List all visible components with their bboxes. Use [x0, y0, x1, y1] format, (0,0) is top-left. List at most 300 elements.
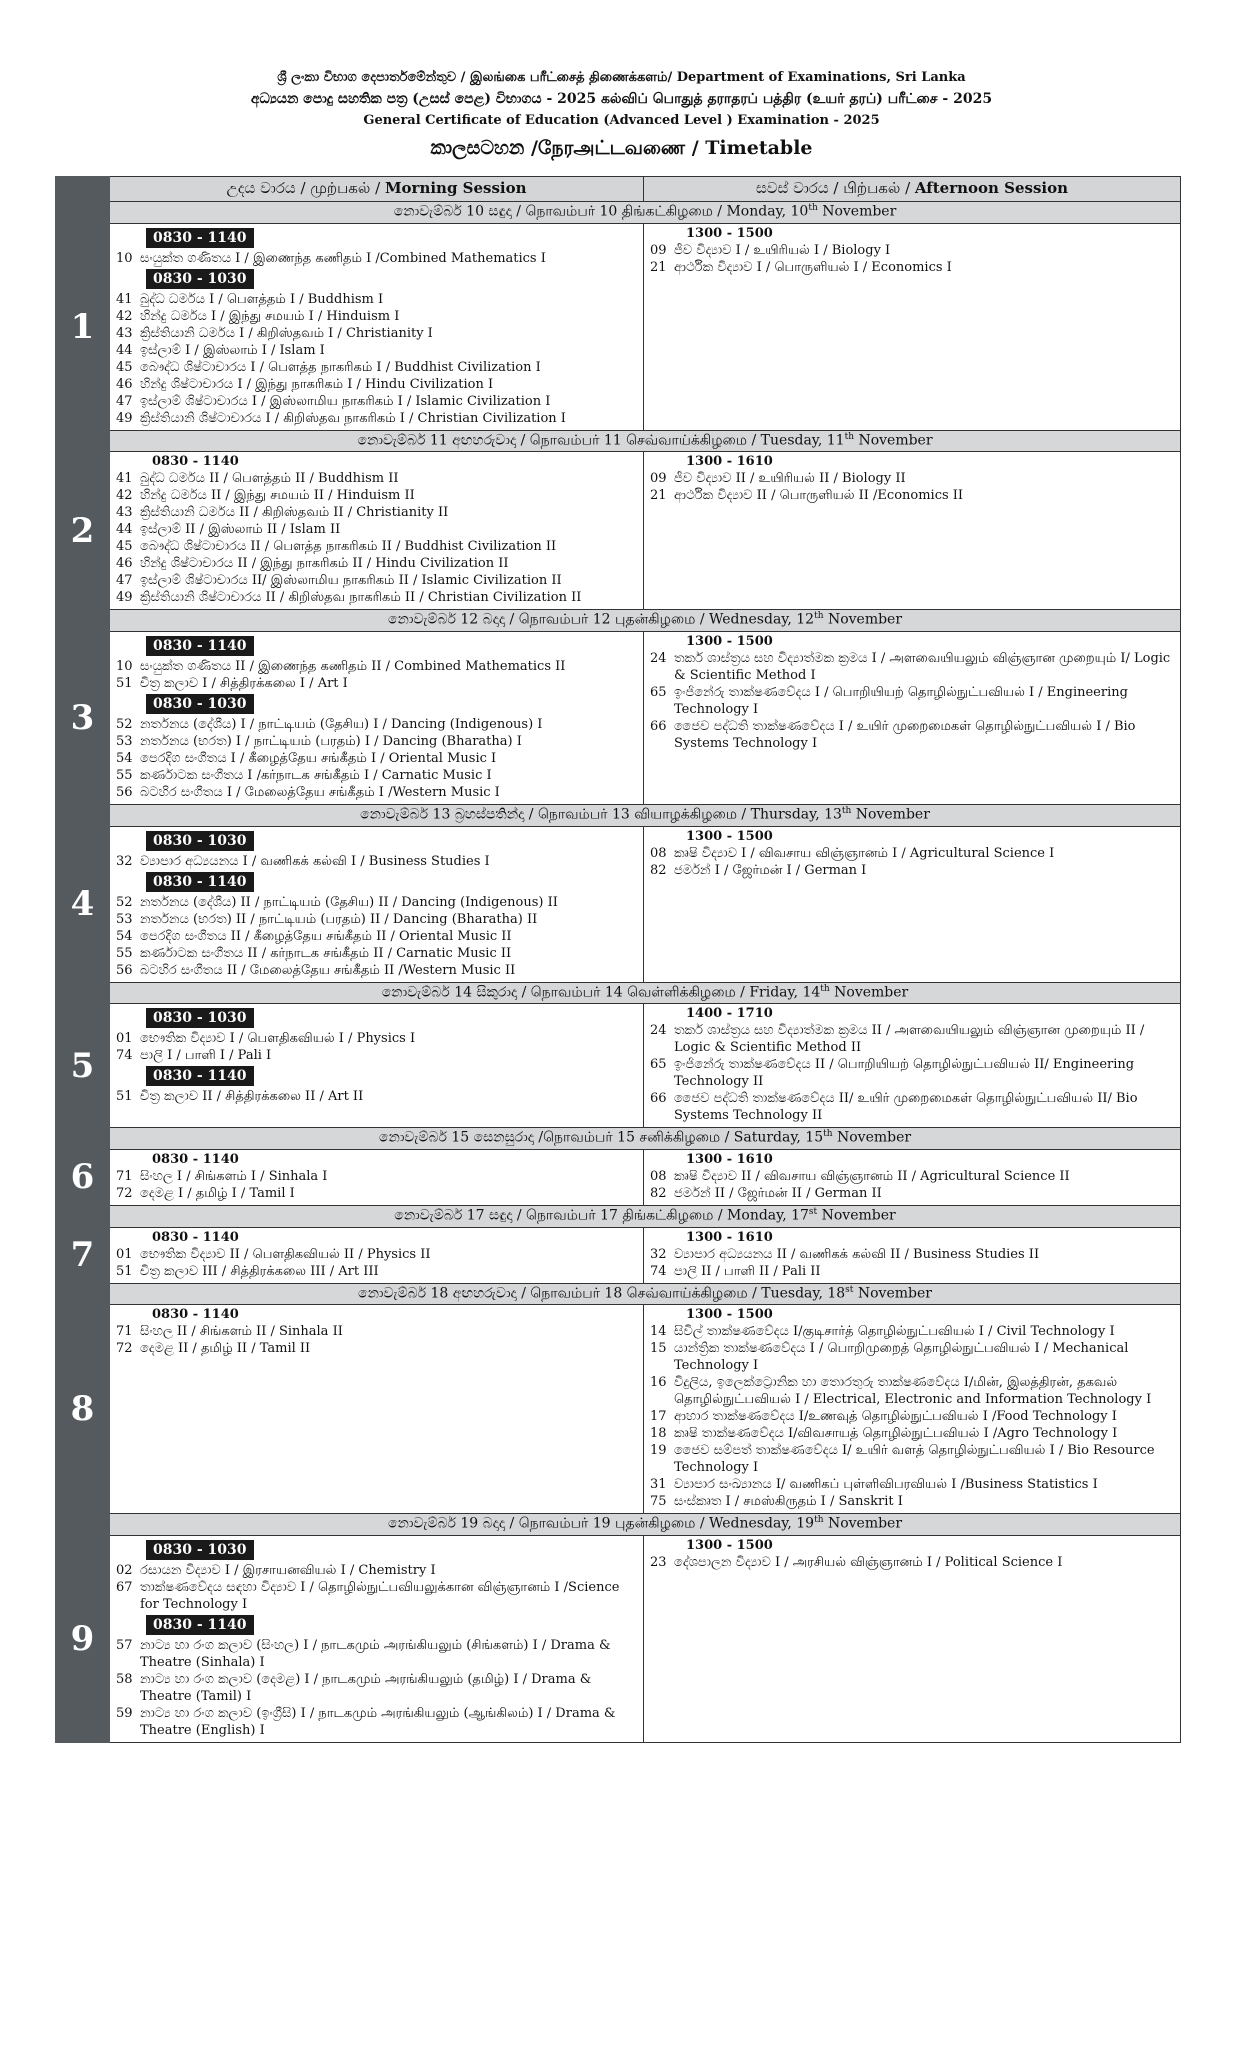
- subject-code: 59: [116, 1705, 133, 1721]
- subject-entry: [116, 750, 637, 767]
- date-text: නොවැම්බර් 12 බදාදා / நொவம்பர் 12 புதன்கிழமை / Wednesday, 12: [387, 611, 815, 628]
- subject-name: පාලි I / பாளி I / Pali I: [140, 1048, 272, 1064]
- date-label: [110, 982, 1181, 1004]
- date-month: November: [823, 611, 903, 628]
- day-number: 7: [56, 1227, 110, 1283]
- subject-entry: [116, 1579, 637, 1613]
- subject-entry: [116, 1246, 637, 1263]
- subject-name: හින්දු ධර්මය I / இந்து சமயம் I / Hinduism I: [140, 308, 400, 324]
- subject-name: සංයුක්ත ගණිතය II / இணைந்த கணிதம் II / Combined Mathematics II: [140, 658, 566, 674]
- subject-code: 42: [116, 488, 133, 504]
- subject-entry: [650, 1425, 1174, 1442]
- subject-code: 15: [650, 1341, 667, 1357]
- subject-code: 18: [650, 1426, 667, 1442]
- subject-name: ආර්ථික විද්‍යාව II / பொருளியல் II /Economics II: [674, 488, 964, 504]
- date-row: [56, 1283, 1181, 1305]
- session-time: 0830 - 1140: [152, 1307, 239, 1323]
- session-time: 1300 - 1610: [686, 454, 773, 470]
- morning-cell: [110, 631, 644, 804]
- date-month: November: [851, 806, 930, 823]
- exam-title-english: General Certificate of Education (Advanced Level ) Examination - 2025: [363, 113, 880, 128]
- subject-entry: [116, 1263, 637, 1280]
- subject-name: ක්‍රිස්තියානි ශිෂ්ටාචාරය I / கிறிஸ்தவ நாகரிகம் I / Christian Civilization I: [140, 410, 566, 426]
- day-number: 9: [56, 1535, 110, 1742]
- date-text: නොවැම්බර් 14 සිකුරාදා / நொவம்பர் 14 வெள்ளிக்கிழமை / Friday, 14: [381, 984, 821, 1001]
- date-suffix: th: [814, 1515, 824, 1526]
- subject-code: 47: [116, 393, 133, 409]
- session-time: 1300 - 1610: [686, 1151, 773, 1167]
- date-row-spacer: [56, 1205, 110, 1227]
- date-month: November: [817, 203, 897, 220]
- subject-entry: [650, 1168, 1174, 1185]
- subject-name: ජීව විද්‍යාව II / உயிரியல் II / Biology II: [674, 471, 906, 487]
- subject-code: 52: [116, 894, 133, 910]
- subject-entry: [116, 1562, 637, 1579]
- subject-entry: [650, 1493, 1174, 1510]
- subject-name: චිත්‍ර කලාව III / சித்திரக்கலை III / Art III: [140, 1263, 379, 1279]
- subject-code: 32: [650, 1246, 667, 1262]
- subject-name: නර්තනය (භරත) II / நாட்டியம் (பரதம்) II / Dancing (Bharatha) II: [140, 911, 538, 927]
- subject-name: ඉස්ලාම් I / இஸ்லாம் I / Islam I: [140, 342, 325, 358]
- subject-entry: [650, 1442, 1174, 1476]
- subject-code: 56: [116, 784, 133, 800]
- subject-entry: [116, 658, 637, 675]
- day-row: [56, 631, 1181, 804]
- subject-code: 54: [116, 928, 133, 944]
- subject-code: 74: [650, 1263, 667, 1279]
- subject-name: ජෛව පද්ධති තාක්ෂණවේදය I / உயிர் முறைமைகள் தொழில்நுட்பவியல் I / Bio Systems Technology I: [674, 718, 1136, 751]
- date-row-spacer: [56, 1514, 110, 1536]
- date-row-spacer: [56, 1283, 110, 1305]
- date-label: [110, 1128, 1181, 1150]
- date-suffix: th: [823, 1129, 833, 1140]
- subject-name: ව්‍යාපාර අධ්‍යයනය I / வணிகக் கல்வி I / Business Studies I: [140, 853, 490, 869]
- subject-code: 51: [116, 675, 133, 691]
- session-time: 1300 - 1610: [686, 1229, 773, 1245]
- session-time: 1400 - 1710: [686, 1006, 773, 1022]
- afternoon-cell: [644, 631, 1181, 804]
- session-time: 0830 - 1030: [146, 694, 254, 714]
- subject-code: 51: [116, 1089, 133, 1105]
- subject-entry: [116, 784, 637, 801]
- date-row-spacer: [56, 804, 110, 826]
- subject-code: 51: [116, 1263, 133, 1279]
- subject-entry: [116, 342, 637, 359]
- subject-name: චිත්‍ර කලාව II / சித்திரக்கலை II / Art II: [140, 1089, 364, 1105]
- date-month: November: [829, 984, 909, 1001]
- date-month: November: [854, 432, 933, 449]
- subject-name: ඉංජිනේරු තාක්ෂණවේදය I / பொறியியற் தொழில்நுட்பவியல் I / Engineering Technology I: [674, 684, 1128, 717]
- subject-code: 08: [650, 845, 667, 861]
- date-month: November: [817, 1207, 896, 1224]
- subject-entry: [650, 1323, 1174, 1340]
- subject-entry: [650, 1374, 1174, 1408]
- day-number: 8: [56, 1305, 110, 1514]
- date-suffix: th: [814, 611, 824, 622]
- subject-name: ජෛව පද්ධති තාක්ෂණවේදය II/ உயிர் முறைமைகள் தொழில்நுட்பவியல் II/ Bio Systems Technology II: [674, 1091, 1138, 1124]
- subject-code: 49: [116, 590, 133, 606]
- subject-code: 02: [116, 1562, 133, 1578]
- date-row: [56, 202, 1181, 224]
- subject-name: ඉස්ලාම් ශිෂ්ටාචාරය II/ இஸ்லாமிய நாகரிகம் II / Islamic Civilization II: [140, 573, 562, 589]
- subject-name: කෘෂි විද්‍යාව II / விவசாய விஞ்ஞானம் II / Agricultural Science II: [674, 1168, 1070, 1184]
- subject-entry: [116, 1323, 637, 1340]
- morning-cell: [110, 1535, 644, 1742]
- subject-entry: [650, 650, 1174, 684]
- subject-entry: [650, 845, 1174, 862]
- subject-name: විදුලිය, ඉලෙක්ට්‍රොනික හා තොරතුරු තාක්ෂණවේදය I/மின், இலத்திரன், தகவல் தொழில்நுட்பவியல் I / Electrical, Electronic and Information Technology I: [674, 1375, 1152, 1408]
- date-text: නොවැම්බර් 11 අඟහරුවාදා / நொவம்பர் 11 செவ்வாய்க்கிழமை / Tuesday, 11: [357, 432, 845, 449]
- subject-code: 16: [650, 1375, 667, 1391]
- subject-name: සිවිල් තාක්ෂණවේදය I/குடிசார்த் தொழில்நுட்பவியல் I / Civil Technology I: [674, 1324, 1115, 1340]
- date-label: [110, 1205, 1181, 1227]
- subject-name: පාලි II / பாளி II / Pali II: [674, 1263, 821, 1279]
- morning-cell: [110, 1004, 644, 1128]
- subject-name: දෙමළ I / தமிழ் I / Tamil I: [140, 1185, 295, 1201]
- subject-name: බෞද්ධ ශිෂ්ටාචාරය II / பௌத்த நாகரிகம் II / Buddhist Civilization II: [140, 539, 557, 555]
- session-time: 0830 - 1030: [146, 1540, 254, 1560]
- subject-code: 32: [116, 853, 133, 869]
- subject-entry: [116, 1671, 637, 1705]
- subject-entry: [116, 555, 637, 572]
- day-row: [56, 1227, 1181, 1283]
- date-label: [110, 804, 1181, 826]
- subject-name: පෙරදිග සංගීතය II / கீழைத்தேய சங்கீதம் II / Oriental Music II: [140, 928, 512, 944]
- date-row: [56, 610, 1181, 632]
- subject-code: 17: [650, 1409, 667, 1425]
- date-label: [110, 430, 1181, 452]
- subject-code: 43: [116, 325, 133, 341]
- subject-name: සිංහල I / சிங்களம் I / Sinhala I: [140, 1168, 328, 1184]
- subject-code: 49: [116, 410, 133, 426]
- subject-entry: [650, 718, 1174, 752]
- subject-name: ව්‍යාපාර අධ්‍යයනය II / வணிகக் கல்வி II / Business Studies II: [674, 1246, 1040, 1262]
- subject-name: ජීව විද්‍යාව I / உயிரியல் I / Biology I: [674, 242, 891, 258]
- date-row-spacer: [56, 982, 110, 1004]
- session-time: 1300 - 1500: [686, 1307, 773, 1323]
- subject-entry: [116, 504, 637, 521]
- subject-name: හින්දු ශිෂ්ටාචාරය I / இந்து நாகரிகம் I / Hindu Civilization I: [140, 376, 494, 392]
- subject-entry: [650, 1185, 1174, 1202]
- date-month: November: [853, 1285, 932, 1302]
- subject-code: 72: [116, 1185, 133, 1201]
- date-text: නොවැම්බර් 15 සෙනසුරාදා /நொவம்பர் 15 சனிக்கிழமை / Saturday, 15: [378, 1129, 824, 1146]
- afternoon-cell: [644, 1004, 1181, 1128]
- subject-entry: [650, 487, 1174, 504]
- subject-entry: [116, 853, 637, 870]
- exam-title-local: අධ්‍යයන පොදු සහතික පත්‍ර (උසස් පෙළ) විභාගය - 2025 கல்விப் பொதுத் தராதரப் பத்திர (உயர் தரப்) பரீட்சை - 2025: [250, 91, 993, 107]
- subject-code: 09: [650, 471, 667, 487]
- subject-name: ඉස්ලාම් II / இஸ்லாம் II / Islam II: [140, 522, 341, 538]
- subject-code: 24: [650, 650, 667, 666]
- subject-entry: [650, 1246, 1174, 1263]
- subject-name: නාට්‍ය හා රංග කලාව (ඉංග්‍රීසි) I / நாடகமும் அரங்கியலும் (ஆங்கிலம்) I / Drama & Theatre (English) I: [140, 1705, 616, 1738]
- subject-code: 10: [116, 250, 133, 266]
- subject-code: 46: [116, 556, 133, 572]
- subject-entry: [116, 716, 637, 733]
- date-row-spacer: [56, 202, 110, 224]
- subject-code: 58: [116, 1671, 133, 1687]
- afternoon-cell: [644, 826, 1181, 982]
- subject-name: ජෛව සම්පත් තාක්ෂණවේදය I/ உயிர் வளத் தொழில்நுட்பவியல் I / Bio Resource Technology I: [674, 1443, 1155, 1476]
- subject-entry: [650, 242, 1174, 259]
- subject-name: බටහිර සංගීතය I / மேலைத்தேய சங்கீதம் I /Western Music I: [140, 784, 500, 800]
- subject-code: 56: [116, 962, 133, 978]
- subject-code: 45: [116, 359, 133, 375]
- subject-entry: [116, 589, 637, 606]
- subject-entry: [116, 962, 637, 979]
- subject-name: බෞද්ධ ශිෂ්ටාචාරය I / பௌத்த நாகரிகம் I / Buddhist Civilization I: [140, 359, 541, 375]
- subject-entry: [116, 376, 637, 393]
- subject-name: තර්ක ශාස්ත්‍රය සහ විද්‍යාත්මක ක්‍රමය I / அளவையியலும் விஞ்ஞான முறையும் I/ Logic & Scientific Method I: [674, 650, 1171, 683]
- subject-code: 55: [116, 767, 133, 783]
- subject-entry: [116, 470, 637, 487]
- subject-name: කෘෂි විද්‍යාව I / விவசாய விஞ்ஞானம் I / Agricultural Science I: [674, 845, 1055, 861]
- subject-entry: [116, 308, 637, 325]
- date-label: [110, 202, 1181, 224]
- subject-name: හින්දු ධර්මය II / இந்து சமயம் II / Hinduism II: [140, 488, 415, 504]
- date-label: [110, 1514, 1181, 1536]
- subject-code: 55: [116, 945, 133, 961]
- date-suffix: th: [808, 203, 818, 213]
- morning-session-header: උදය වාරය / முற்பகல் / Morning Session: [110, 177, 644, 202]
- subject-code: 44: [116, 342, 133, 358]
- subject-entry: [650, 1022, 1174, 1056]
- subject-entry: [116, 733, 637, 750]
- date-row-spacer: [56, 1128, 110, 1150]
- subject-name: ව්‍යාපාර සංඛ්‍යානය I/ வணிகப் புள்ளிவிபரவியல் I /Business Statistics I: [674, 1477, 1098, 1493]
- subject-name: රසායන විද්‍යාව I / இரசாயனவியல் I / Chemistry I: [140, 1562, 436, 1578]
- day-number: 1: [56, 223, 110, 430]
- subject-code: 44: [116, 522, 133, 538]
- subject-code: 09: [650, 242, 667, 258]
- subject-name: ක්‍රිස්තියානි ශිෂ්ටාචාරය II / கிறிஸ்தவ நாகரிகம் II / Christian Civilization II: [140, 590, 582, 606]
- subject-code: 21: [650, 259, 667, 275]
- subject-entry: [116, 1047, 637, 1064]
- morning-cell: [110, 1149, 644, 1205]
- subject-name: නර්තනය (දේශීය) I / நாட்டியம் (தேசிய) I / Dancing (Indigenous) I: [140, 716, 543, 732]
- subject-name: බුද්ධ ධර්මය I / பௌத்தம் I / Buddhism I: [140, 291, 384, 307]
- subject-code: 82: [650, 862, 667, 878]
- subject-name: ආහාර තාක්ෂණවේදය I/உணவுத் தொழில்நுட்பவியல் I /Food Technology I: [674, 1409, 1117, 1425]
- subject-entry: [116, 410, 637, 427]
- subject-name: නාට්‍ය හා රංග කලාව (සිංහල) I / நாடகமும் அரங்கியலும் (சிங்களம்) I / Drama & Theatre (Sinhala) I: [140, 1637, 611, 1670]
- subject-code: 14: [650, 1324, 667, 1340]
- subject-entry: [116, 572, 637, 589]
- subject-name: ජර්මන් II / ஜேர்மன் II / German II: [674, 1185, 882, 1201]
- subject-name: නර්තනය (දේශීය) II / நாட்டியம் (தேசிய) II / Dancing (Indigenous) II: [140, 894, 558, 910]
- date-text: නොවැම්බර් 10 සඳුදා / நொவம்பர் 10 திங்கட்கிழமை / Monday, 10: [393, 203, 809, 220]
- day-row: [56, 1305, 1181, 1514]
- date-suffix: th: [844, 431, 854, 442]
- subject-code: 65: [650, 1057, 667, 1073]
- subject-code: 23: [650, 1554, 667, 1570]
- subject-entry: [116, 325, 637, 342]
- subject-name: ක්‍රිස්තියානි ධර්මය II / கிறிஸ்தவம் II / Christianity II: [140, 505, 449, 521]
- date-row: [56, 804, 1181, 826]
- subject-code: 46: [116, 376, 133, 392]
- department-line: ශ්‍රී ලංකා විභාග දෙපාර්තමේන්තුව / இலங்கை பரீட்சைத் திணைக்களம்/ Department of Examinations, Sri Lanka: [277, 70, 966, 85]
- subject-name: භෞතික විද්‍යාව I / பௌதிகவியல் I / Physics I: [140, 1031, 416, 1047]
- subject-code: 66: [650, 718, 667, 734]
- subject-entry: [650, 1090, 1174, 1124]
- subject-code: 72: [116, 1341, 133, 1357]
- subject-name: දේශපාලන විද්‍යාව I / அரசியல் விஞ்ஞானம் I / Political Science I: [674, 1554, 1063, 1570]
- subject-name: ආර්ථික විද්‍යාව I / பொருளியல் I / Economics I: [674, 259, 952, 275]
- subject-code: 01: [116, 1246, 133, 1262]
- subject-code: 65: [650, 684, 667, 700]
- date-text: නොවැම්බර් 17 සඳුදා / நொவம்பர் 17 திங்கட்கிழமை / Monday, 17: [394, 1207, 809, 1224]
- subject-name: භෞතික විද්‍යාව II / பௌதிகவியல் II / Physics II: [140, 1246, 431, 1262]
- subject-name: ඉංජිනේරු තාක්ෂණවේදය II / பொறியியற் தொழில்நுட்பவியல் II/ Engineering Technology II: [674, 1057, 1135, 1090]
- subject-entry: [116, 1340, 637, 1357]
- subject-name: දෙමළ II / தமிழ் II / Tamil II: [140, 1341, 311, 1357]
- subject-entry: [116, 521, 637, 538]
- afternoon-cell: [644, 223, 1181, 430]
- subject-name: ජර්මන් I / ஜேர்மன் I / German I: [674, 862, 867, 878]
- subject-name: නාට්‍ය හා රංග කලාව (දෙමළ) I / நாடகமும் அரங்கியலும் (தமிழ்) I / Drama & Theatre (Tamil) I: [140, 1671, 592, 1704]
- subject-code: 41: [116, 471, 133, 487]
- date-row: [56, 982, 1181, 1004]
- subject-entry: [116, 1185, 637, 1202]
- subject-entry: [116, 675, 637, 692]
- subject-code: 21: [650, 488, 667, 504]
- subject-entry: [116, 1168, 637, 1185]
- day-row: [56, 223, 1181, 430]
- subject-code: 42: [116, 308, 133, 324]
- subject-code: 82: [650, 1185, 667, 1201]
- session-time: 1300 - 1500: [686, 1537, 773, 1553]
- morning-cell: [110, 1227, 644, 1283]
- subject-name: ක්‍රිස්තියානි ධර්මය I / கிறிஸ்தவம் I / Christianity I: [140, 325, 433, 341]
- subject-name: චිත්‍ර කලාව I / சித்திரக்கலை I / Art I: [140, 675, 348, 691]
- subject-entry: [650, 1408, 1174, 1425]
- subject-entry: [116, 291, 637, 308]
- subject-name: තර්ක ශාස්ත්‍රය සහ විද්‍යාත්මක ක්‍රමය II / அளவையியலும் விஞ்ஞான முறையும் II / Logic & Scientific Method II: [674, 1023, 1145, 1056]
- afternoon-cell: [644, 1305, 1181, 1514]
- date-text: නොවැම්බර් 19 බදාදා / நொவம்பர் 19 புதன்கிழமை / Wednesday, 19: [387, 1515, 815, 1532]
- morning-cell: [110, 452, 644, 610]
- date-row: [56, 1128, 1181, 1150]
- session-time: 0830 - 1030: [146, 1008, 254, 1028]
- subject-entry: [116, 767, 637, 784]
- subject-entry: [116, 894, 637, 911]
- subject-code: 71: [116, 1324, 133, 1340]
- afternoon-cell: [644, 1535, 1181, 1742]
- subject-code: 74: [116, 1048, 133, 1064]
- subject-code: 24: [650, 1023, 667, 1039]
- session-time: 1300 - 1500: [686, 633, 773, 649]
- subject-code: 10: [116, 658, 133, 674]
- session-time: 0830 - 1030: [146, 831, 254, 851]
- session-time: 0830 - 1140: [152, 454, 239, 470]
- date-row: [56, 1514, 1181, 1536]
- subject-code: 19: [650, 1443, 667, 1459]
- subject-name: කර්ණාටක සංගීතය I /கர்நாடக சங்கீதம் I / Carnatic Music I: [140, 767, 492, 783]
- subject-code: 52: [116, 716, 133, 732]
- subject-entry: [116, 911, 637, 928]
- date-month: November: [832, 1129, 912, 1146]
- day-number: 5: [56, 1004, 110, 1128]
- subject-name: සිංහල II / சிங்களம் II / Sinhala II: [140, 1324, 343, 1340]
- subject-name: බටහිර සංගීතය II / மேலைத்தேய சங்கீதம் II /Western Music II: [140, 962, 516, 978]
- session-time: 0830 - 1140: [152, 1229, 239, 1245]
- subject-code: 01: [116, 1031, 133, 1047]
- session-time: 0830 - 1030: [146, 269, 254, 289]
- subject-entry: [116, 538, 637, 555]
- subject-entry: [116, 487, 637, 504]
- subject-entry: [650, 1554, 1174, 1571]
- session-time: 0830 - 1140: [146, 228, 254, 248]
- session-time: 0830 - 1140: [146, 872, 254, 892]
- day-number: 6: [56, 1149, 110, 1205]
- date-row: [56, 1205, 1181, 1227]
- morning-cell: [110, 826, 644, 982]
- subject-code: 41: [116, 291, 133, 307]
- subject-entry: [650, 684, 1174, 718]
- subject-code: 08: [650, 1168, 667, 1184]
- subject-code: 43: [116, 505, 133, 521]
- subject-entry: [650, 1340, 1174, 1374]
- date-text: නොවැම්බර් 13 බ්‍රහස්පතින්දා / நொவம்பர் 13 வியாழக்கிழமை / Thursday, 13: [360, 806, 842, 823]
- subject-name: තාක්ෂණවේදය සඳහා විද්‍යාව I / தொழில்நுட்பவியலுக்கான விஞ்ஞானம் I /Science for Technology I: [140, 1579, 620, 1612]
- subject-entry: [116, 945, 637, 962]
- subject-entry: [650, 470, 1174, 487]
- subject-entry: [650, 1476, 1174, 1493]
- morning-cell: [110, 223, 644, 430]
- day-row: [56, 1004, 1181, 1128]
- session-time: 0830 - 1140: [152, 1151, 239, 1167]
- timetable-title: කාලසටහන /நேரஅட்டவணை / Timetable: [430, 137, 813, 159]
- subject-code: 47: [116, 573, 133, 589]
- subject-code: 57: [116, 1637, 133, 1653]
- subject-entry: [116, 250, 637, 267]
- subject-entry: [650, 1056, 1174, 1090]
- subject-name: යාන්ත්‍රික තාක්ෂණවේදය I / பொறிமுறைத் தொழில்நுட்பவியல் I / Mechanical Technology I: [674, 1341, 1129, 1374]
- session-header-row: [56, 177, 1181, 202]
- afternoon-session-header: සවස් වාරය / பிற்பகல் / Afternoon Session: [644, 177, 1181, 202]
- afternoon-cell: [644, 1227, 1181, 1283]
- session-time: 0830 - 1140: [146, 1066, 254, 1086]
- subject-code: 54: [116, 750, 133, 766]
- subject-name: සංයුක්ත ගණිතය I / இணைந்த கணிதம் I /Combined Mathematics I: [140, 250, 546, 266]
- subject-entry: [650, 259, 1174, 276]
- morning-cell: [110, 1305, 644, 1514]
- subject-name: කෘෂි තාක්ෂණවේදය I/விவசாயத் தொழில்நுட்பவியல் I /Agro Technology I: [674, 1426, 1118, 1442]
- subject-entry: [650, 1263, 1174, 1280]
- subject-name: සංස්කෘත I / சமஸ்கிருதம் I / Sanskrit I: [674, 1494, 903, 1510]
- afternoon-cell: [644, 1149, 1181, 1205]
- date-label: [110, 610, 1181, 632]
- session-time: 1300 - 1500: [686, 828, 773, 844]
- day-row: [56, 1535, 1181, 1742]
- date-suffix: th: [841, 805, 852, 816]
- date-label: [110, 1283, 1181, 1305]
- day-number: 3: [56, 631, 110, 804]
- timetable: [55, 176, 1181, 1743]
- date-suffix: th: [820, 983, 830, 994]
- afternoon-cell: [644, 452, 1181, 610]
- date-row: [56, 430, 1181, 452]
- subject-code: 67: [116, 1579, 133, 1595]
- subject-code: 45: [116, 539, 133, 555]
- date-text: නොවැම්බර් 18 අඟහරුවාදා / நொவம்பர் 18 செவ்வாய்க்கிழமை / Tuesday, 18: [358, 1285, 846, 1302]
- date-row-spacer: [56, 610, 110, 632]
- subject-code: 31: [650, 1477, 667, 1493]
- day-row: [56, 452, 1181, 610]
- subject-entry: [116, 1088, 637, 1105]
- subject-name: හින්දු ශිෂ්ටාචාරය II / இந்து நாகரிகம் II / Hindu Civilization II: [140, 556, 509, 572]
